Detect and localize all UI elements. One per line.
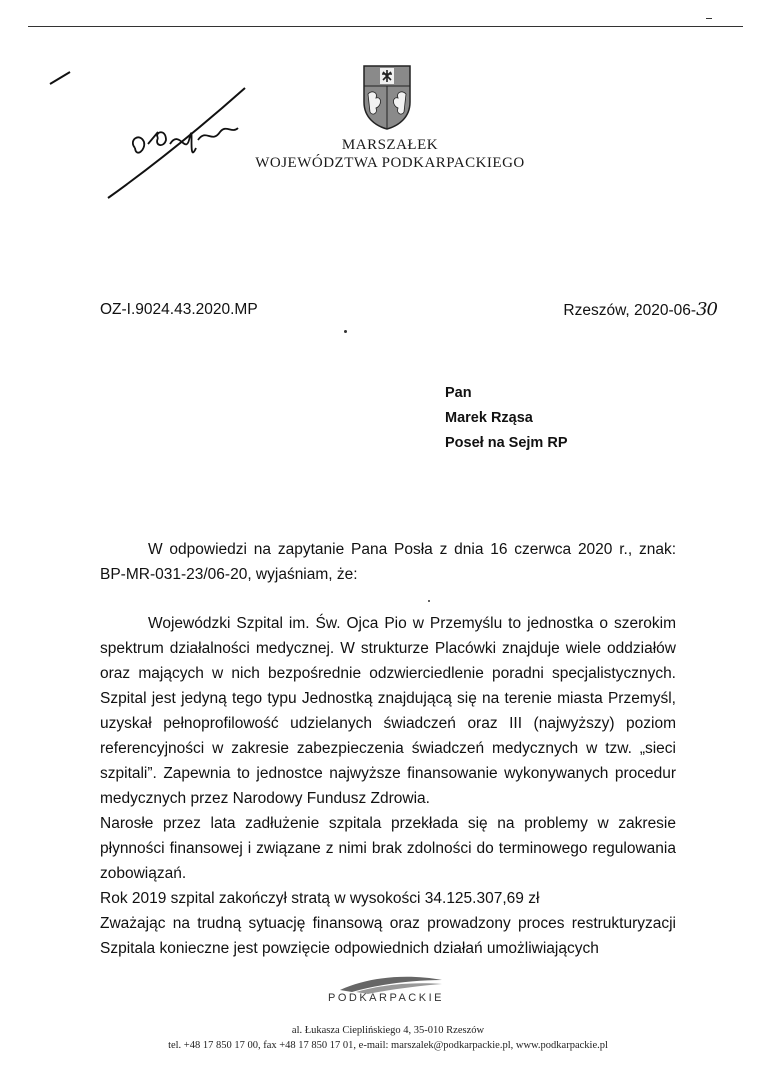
handwritten-signature bbox=[40, 48, 280, 208]
scan-speck bbox=[344, 330, 347, 333]
date-handwritten: 30 bbox=[696, 299, 717, 320]
date-printed: Rzeszów, 2020-06- bbox=[563, 302, 697, 319]
intro-text: W odpowiedzi na zapytanie Pana Posła z dnia 16 czerwca 2020 r., znak: BP-MR-031-23/06-20, wyjaśniam, że: bbox=[100, 541, 676, 583]
body-paragraph-2: Narosłe przez lata zadłużenie szpitala przekłada się na problemy w zakresie płynności finansowej i związane z nimi brak zdolności do terminowego regulowania zobowiązań. bbox=[100, 815, 676, 882]
addressee-position: Poseł na Sejm RP bbox=[445, 435, 568, 451]
reference-number: OZ-I.9024.43.2020.MP bbox=[100, 301, 258, 318]
addressee-title: Pan bbox=[445, 385, 472, 401]
top-dash bbox=[706, 18, 712, 19]
addressee-block bbox=[445, 381, 568, 456]
scan-speck bbox=[428, 600, 430, 602]
footer-brand: PODKARPACKIE bbox=[328, 992, 444, 1004]
body-paragraph-1: Wojewódzki Szpital im. Św. Ojca Pio w Przemyślu to jednostka o szerokim spektrum działalności medycznej. W strukturze Placówki znajduje wiele oddziałów oraz mających w nich bezpośrednie odzwierciedlenie poradni specjalistycznych. Szpital jest jedyną tego typu Jednostką znajdującą się na terenie miasta Przemyśl, uzyskał pełnoprofilowość udzielanych świadczeń oraz III (najwyższy) poziom referencyjności w zakresie zabezpieczenia świadczeń medycznych w tzw. „sieci szpitali”. Zapewnia to jednostce najwyższe finansowanie wykonywanych procedur medycznych przez Narodowy Fundusz Zdrowia. bbox=[100, 615, 676, 807]
document-date bbox=[563, 299, 717, 320]
footer-street: al. Łukasza Cieplińskiego 4, 35-010 Rzeszów bbox=[291, 1025, 485, 1036]
org-title-line1: MARSZAŁEK bbox=[341, 137, 439, 153]
intro-paragraph bbox=[100, 537, 676, 587]
addressee-name: Marek Rząsa bbox=[445, 410, 533, 426]
footer-contact: tel. +48 17 850 17 00, fax +48 17 850 17 01, e-mail: marszalek@podkarpackie.pl, www.podkarpackie.pl bbox=[168, 1040, 608, 1051]
org-title bbox=[200, 136, 580, 172]
body-paragraphs bbox=[100, 611, 676, 961]
body-paragraph-3: Rok 2019 szpital zakończył stratą w wysokości 34.125.307,69 zł bbox=[100, 890, 540, 907]
footer-address bbox=[100, 1023, 676, 1053]
top-rule bbox=[28, 26, 743, 27]
body-paragraph-4: Zważając na trudną sytuację finansową oraz prowadzony proces restrukturyzacji Szpitala konieczne jest powzięcie odpowiednich działań umożliwiających bbox=[100, 915, 676, 957]
podkarpackie-logo-icon bbox=[330, 970, 450, 1010]
podkarpackie-coat-of-arms-icon bbox=[362, 64, 412, 130]
org-title-line2: WOJEWÓDZTWA PODKARPACKIEGO bbox=[255, 155, 525, 171]
